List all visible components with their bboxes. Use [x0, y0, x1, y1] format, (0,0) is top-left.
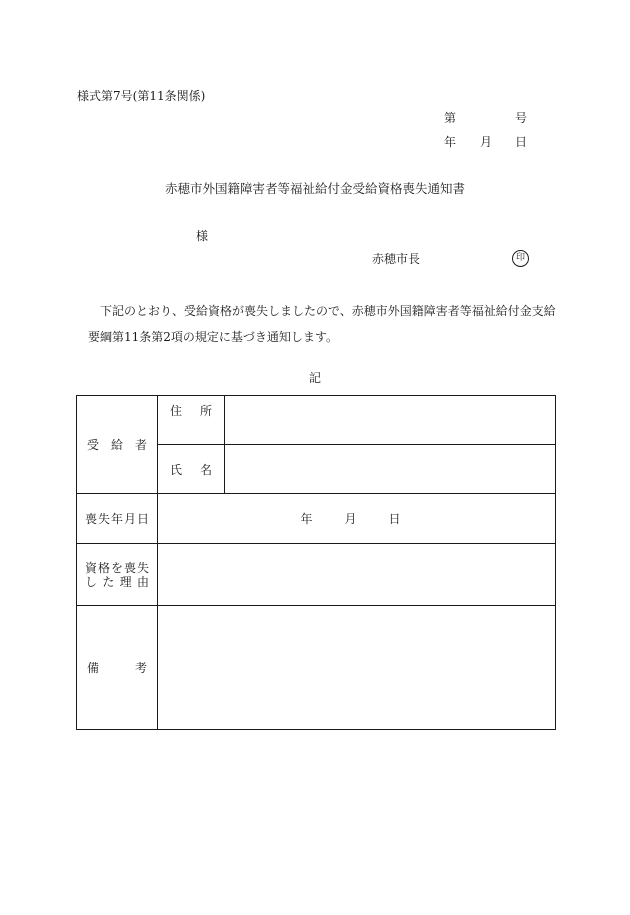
loss-date-year: 年	[300, 512, 313, 526]
seal-mark: 印	[512, 250, 529, 267]
date-day: 日	[515, 135, 528, 149]
issuer-name: 赤穂市長	[372, 252, 421, 266]
body-text: 下記のとおり、受給資格が喪失しましたので、赤穂市外国籍障害者等福祉給付金支給要綱第11条第2項の規定に基づき通知します。	[88, 304, 556, 344]
name-field[interactable]	[225, 445, 556, 494]
remarks-field[interactable]	[158, 606, 556, 730]
detail-table	[76, 395, 556, 730]
recipient-label: 受 給 者	[77, 396, 158, 494]
doc-number-suffix: 号	[515, 111, 528, 125]
loss-date-label: 喪 失 年 月 日	[77, 494, 158, 544]
document-title: 赤穂市外国籍障害者等福祉給付金受給資格喪失通知書	[164, 181, 465, 196]
loss-date-day: 日	[388, 512, 401, 526]
address-row	[77, 396, 556, 445]
remarks-label: 備 考	[77, 606, 158, 730]
remarks-row	[77, 606, 556, 730]
form-number: 様式第7号(第11条関係)	[77, 89, 206, 103]
address-field[interactable]	[225, 396, 556, 445]
loss-date-month: 月	[344, 512, 357, 526]
ki-heading: 記	[308, 371, 321, 385]
loss-date-row	[77, 494, 556, 544]
doc-number-prefix: 第	[444, 111, 457, 125]
loss-date-field[interactable]	[158, 494, 556, 544]
reason-row	[77, 544, 556, 606]
name-label: 氏 名	[158, 445, 225, 494]
date-year: 年	[444, 135, 457, 149]
date-month: 月	[480, 135, 493, 149]
reason-label: 資 格 を 喪 失 し た 理 由	[77, 544, 158, 606]
address-label: 住 所	[158, 396, 225, 445]
reason-field[interactable]	[158, 544, 556, 606]
addressee-suffix: 様	[196, 229, 209, 243]
